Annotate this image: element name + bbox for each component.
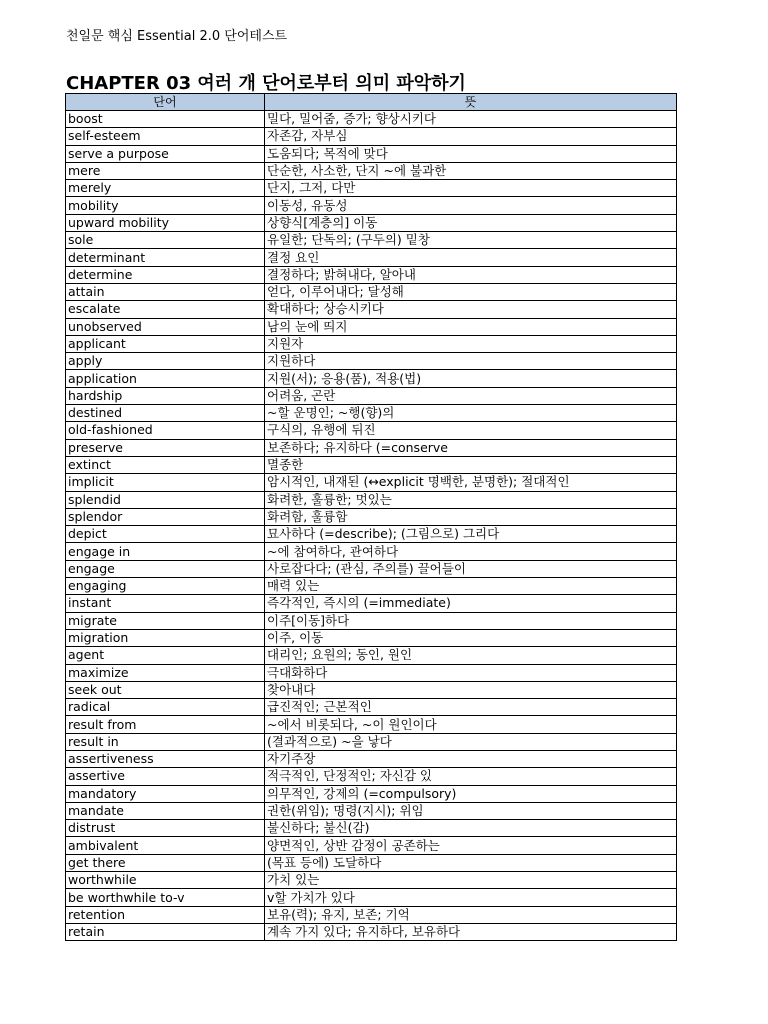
word-cell: applicant (66, 335, 265, 352)
word-cell: depict (66, 526, 265, 543)
table-row (66, 733, 677, 750)
meaning-cell: 화려함, 훌륭함 (265, 508, 677, 525)
table-row (66, 422, 677, 439)
word-cell: mandate (66, 802, 265, 819)
meaning-cell: 자기주장 (265, 750, 677, 767)
table-row (66, 145, 677, 162)
word-cell: escalate (66, 301, 265, 318)
meaning-cell: (결과적으로) ~을 낳다 (265, 733, 677, 750)
table-row (66, 301, 677, 318)
table-row (66, 214, 677, 231)
word-cell: seek out (66, 681, 265, 698)
meaning-cell: 보유(력); 유지, 보존; 기억 (265, 906, 677, 923)
table-row (66, 232, 677, 249)
table-row (66, 318, 677, 335)
meaning-cell: 이주, 이동 (265, 629, 677, 646)
meaning-cell: 지원하다 (265, 353, 677, 370)
table-row (66, 111, 677, 128)
word-cell: sole (66, 232, 265, 249)
table-row (66, 681, 677, 698)
meaning-cell: 화려한, 훌륭한; 멋있는 (265, 491, 677, 508)
word-cell: determine (66, 266, 265, 283)
word-cell: implicit (66, 474, 265, 491)
table-row (66, 560, 677, 577)
meaning-cell: 보존하다; 유지하다 (=conserve (265, 439, 677, 456)
word-cell: migration (66, 629, 265, 646)
word-cell: unobserved (66, 318, 265, 335)
table-row (66, 716, 677, 733)
word-cell: be worthwhile to-v (66, 889, 265, 906)
meaning-cell: 권한(위임); 명령(지시); 위임 (265, 802, 677, 819)
meaning-cell: 계속 가지 있다; 유지하다, 보유하다 (265, 923, 677, 940)
table-row (66, 802, 677, 819)
word-cell: assertiveness (66, 750, 265, 767)
column-header-meaning: 뜻 (265, 94, 677, 111)
word-cell: instant (66, 595, 265, 612)
word-cell: extinct (66, 456, 265, 473)
word-cell: result in (66, 733, 265, 750)
word-cell: splendor (66, 508, 265, 525)
table-row (66, 629, 677, 646)
word-cell: engaging (66, 578, 265, 595)
table-row (66, 526, 677, 543)
table-row (66, 837, 677, 854)
table-row (66, 162, 677, 179)
meaning-cell: 단지, 그저, 다만 (265, 180, 677, 197)
meaning-cell: ~에서 비롯되다, ~이 원인이다 (265, 716, 677, 733)
meaning-cell: 의무적인, 강제의 (=compulsory) (265, 785, 677, 802)
meaning-cell: 대리인; 요원의; 동인, 원인 (265, 647, 677, 664)
meaning-cell: 결정 요인 (265, 249, 677, 266)
word-cell: upward mobility (66, 214, 265, 231)
meaning-cell: 도움되다; 목적에 맞다 (265, 145, 677, 162)
meaning-cell: 구식의, 유행에 뒤진 (265, 422, 677, 439)
meaning-cell: 사로잡다다; (관심, 주의를) 끌어들이 (265, 560, 677, 577)
table-row (66, 595, 677, 612)
meaning-cell: 상향식[계층의] 이동 (265, 214, 677, 231)
meaning-cell: 가치 있는 (265, 872, 677, 889)
word-cell: migrate (66, 612, 265, 629)
table-body (66, 111, 677, 941)
vocabulary-table (65, 93, 677, 941)
meaning-cell: 극대화하다 (265, 664, 677, 681)
word-cell: assertive (66, 768, 265, 785)
table-row (66, 180, 677, 197)
meaning-cell: 양면적인, 상반 감정이 공존하는 (265, 837, 677, 854)
table-row (66, 820, 677, 837)
word-cell: destined (66, 405, 265, 422)
word-cell: get there (66, 854, 265, 871)
table-row (66, 283, 677, 300)
word-cell: result from (66, 716, 265, 733)
table-row (66, 699, 677, 716)
meaning-cell: 자존감, 자부심 (265, 128, 677, 145)
meaning-cell: 적극적인, 단정적인; 자신감 있 (265, 768, 677, 785)
table-row (66, 889, 677, 906)
column-header-word: 단어 (66, 94, 265, 111)
meaning-cell: 불신하다; 불신(감) (265, 820, 677, 837)
table-row (66, 387, 677, 404)
word-cell: application (66, 370, 265, 387)
meaning-cell: 지원(서); 응용(품), 적용(법) (265, 370, 677, 387)
table-row (66, 128, 677, 145)
word-cell: mere (66, 162, 265, 179)
meaning-cell: 남의 눈에 띄지 (265, 318, 677, 335)
table-row (66, 405, 677, 422)
table-row (66, 750, 677, 767)
table-row (66, 872, 677, 889)
word-cell: splendid (66, 491, 265, 508)
word-cell: engage (66, 560, 265, 577)
word-cell: preserve (66, 439, 265, 456)
table-row (66, 906, 677, 923)
word-cell: engage in (66, 543, 265, 560)
word-cell: worthwhile (66, 872, 265, 889)
meaning-cell: 찾아내다 (265, 681, 677, 698)
document-header: 천일문 핵심 Essential 2.0 단어테스트 (66, 29, 288, 44)
word-cell: mandatory (66, 785, 265, 802)
table-row (66, 612, 677, 629)
meaning-cell: 어려움, 곤란 (265, 387, 677, 404)
meaning-cell: 묘사하다 (=describe); (그림으로) 그리다 (265, 526, 677, 543)
meaning-cell: 지원자 (265, 335, 677, 352)
table-row (66, 578, 677, 595)
word-cell: serve a purpose (66, 145, 265, 162)
meaning-cell: ~에 참여하다, 관여하다 (265, 543, 677, 560)
word-cell: mobility (66, 197, 265, 214)
table-row (66, 353, 677, 370)
table-row (66, 768, 677, 785)
word-cell: apply (66, 353, 265, 370)
table-row (66, 647, 677, 664)
meaning-cell: 얻다, 이루어내다; 달성해 (265, 283, 677, 300)
table-row (66, 335, 677, 352)
word-cell: determinant (66, 249, 265, 266)
table-row (66, 785, 677, 802)
word-cell: radical (66, 699, 265, 716)
table-row (66, 266, 677, 283)
table-row (66, 456, 677, 473)
word-cell: merely (66, 180, 265, 197)
word-cell: attain (66, 283, 265, 300)
meaning-cell: 유일한; 단독의; (구두의) 밑창 (265, 232, 677, 249)
meaning-cell: 암시적인, 내재된 (↔explicit 명백한, 분명한); 절대적인 (265, 474, 677, 491)
word-cell: agent (66, 647, 265, 664)
word-cell: maximize (66, 664, 265, 681)
word-cell: retain (66, 923, 265, 940)
word-cell: ambivalent (66, 837, 265, 854)
table-row (66, 249, 677, 266)
table-row (66, 439, 677, 456)
table-row (66, 664, 677, 681)
table-header-row (66, 94, 677, 111)
meaning-cell: 즉각적인, 즉시의 (=immediate) (265, 595, 677, 612)
word-cell: retention (66, 906, 265, 923)
meaning-cell: 멸종한 (265, 456, 677, 473)
table-row (66, 543, 677, 560)
table-row (66, 854, 677, 871)
meaning-cell: 단순한, 사소한, 단지 ~에 불과한 (265, 162, 677, 179)
meaning-cell: (목표 등에) 도달하다 (265, 854, 677, 871)
meaning-cell: 밀다, 밀어줌, 증가; 향상시키다 (265, 111, 677, 128)
table-row (66, 508, 677, 525)
word-cell: old-fashioned (66, 422, 265, 439)
meaning-cell: 매력 있는 (265, 578, 677, 595)
table-row (66, 370, 677, 387)
word-cell: hardship (66, 387, 265, 404)
table-row (66, 923, 677, 940)
word-cell: boost (66, 111, 265, 128)
meaning-cell: 급진적인; 근본적인 (265, 699, 677, 716)
table-row (66, 474, 677, 491)
meaning-cell: v할 가치가 있다 (265, 889, 677, 906)
table-row (66, 197, 677, 214)
word-cell: self-esteem (66, 128, 265, 145)
meaning-cell: 확대하다; 상승시키다 (265, 301, 677, 318)
meaning-cell: 이주[이동]하다 (265, 612, 677, 629)
word-cell: distrust (66, 820, 265, 837)
chapter-title: CHAPTER 03 여러 개 단어로부터 의미 파악하기 (66, 73, 466, 94)
meaning-cell: 이동성, 유동성 (265, 197, 677, 214)
meaning-cell: 결정하다; 밝혀내다, 알아내 (265, 266, 677, 283)
table-row (66, 491, 677, 508)
meaning-cell: ~할 운명인; ~행(향)의 (265, 405, 677, 422)
